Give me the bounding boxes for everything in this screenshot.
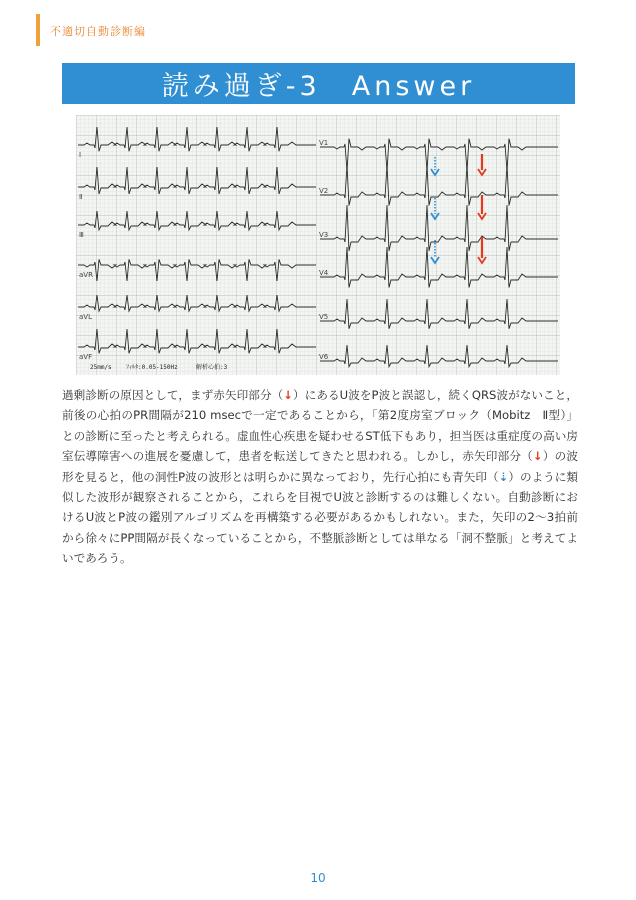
lead-label-chest-5: V6 xyxy=(319,353,329,361)
ecg-figure xyxy=(76,115,560,375)
ecg-footer-speed: 25mm/s xyxy=(90,364,112,371)
lead-label-chest-1: V2 xyxy=(319,187,329,195)
lead-label-1: Ⅱ xyxy=(79,193,83,201)
red-arrow-icon: ↓ xyxy=(283,388,293,402)
header-accent-bar xyxy=(36,14,40,46)
lead-label-chest-2: V3 xyxy=(319,231,329,239)
title-banner xyxy=(62,63,575,104)
lead-label-chest-0: V1 xyxy=(319,139,329,147)
section-label: 不適切自動診断編 xyxy=(50,25,146,38)
lead-label-4: aVL xyxy=(79,313,92,321)
ecg-chart xyxy=(76,115,560,375)
body-paragraph xyxy=(62,385,578,569)
page-number: 10 xyxy=(310,871,326,885)
lead-label-chest-3: V4 xyxy=(319,269,329,277)
body-text-3: ）の波形を見ると，他の洞性P波の波形とは明らかに異なっており，先行心拍にも青矢印（ xyxy=(62,449,578,484)
lead-label-5: aVF xyxy=(79,353,93,361)
page-title: 読み過ぎ-3 Answer xyxy=(161,71,476,102)
blue-dotted-arrow-icon: ⇣ xyxy=(498,469,509,484)
lead-label-3: aVR xyxy=(79,271,93,279)
lead-label-2: Ⅲ xyxy=(79,231,84,239)
body-text-4: ）のように類似した波形が観察されることから，これらを目視でU波と診断するのは難しくない。自動診断におけるU波とP波の鑑別アルゴリズムを再構築する必要があるかもしれない。また，矢印の2〜3拍前から徐々にPP間隔が長くなっていることから，不整脈診断としては単なる「洞不整脈」と考えてよいであろう。 xyxy=(62,469,578,566)
ecg-footer-filter: ﾌｨﾙﾀ:0.05-150Hz xyxy=(126,364,178,371)
body-text-2: ）にあるU波をP波と誤認し，続くQRS波がないこと，前後の心拍のPR間隔が210 msecで一定であることから，「第2度房室ブロック（Mobitz Ⅱ型）」との診断に至ったと考えられる。虚血性心疾患を疑わせるST低下もあり，担当医は重症度の高い房室伝導障害への進展を憂慮して，患者を転送してきたと思われる。しかし，赤矢印部分（ xyxy=(62,388,578,464)
ecg-footer-analysis: 解析心拍:3 xyxy=(196,364,228,371)
body-text-1: 過剰診断の原因として，まず赤矢印部分（ xyxy=(62,388,284,402)
lead-label-0: Ⅰ xyxy=(79,151,82,159)
lead-label-chest-4: V5 xyxy=(319,313,329,321)
red-arrow-icon: ↓ xyxy=(532,449,543,464)
ecg-grid xyxy=(76,115,560,375)
